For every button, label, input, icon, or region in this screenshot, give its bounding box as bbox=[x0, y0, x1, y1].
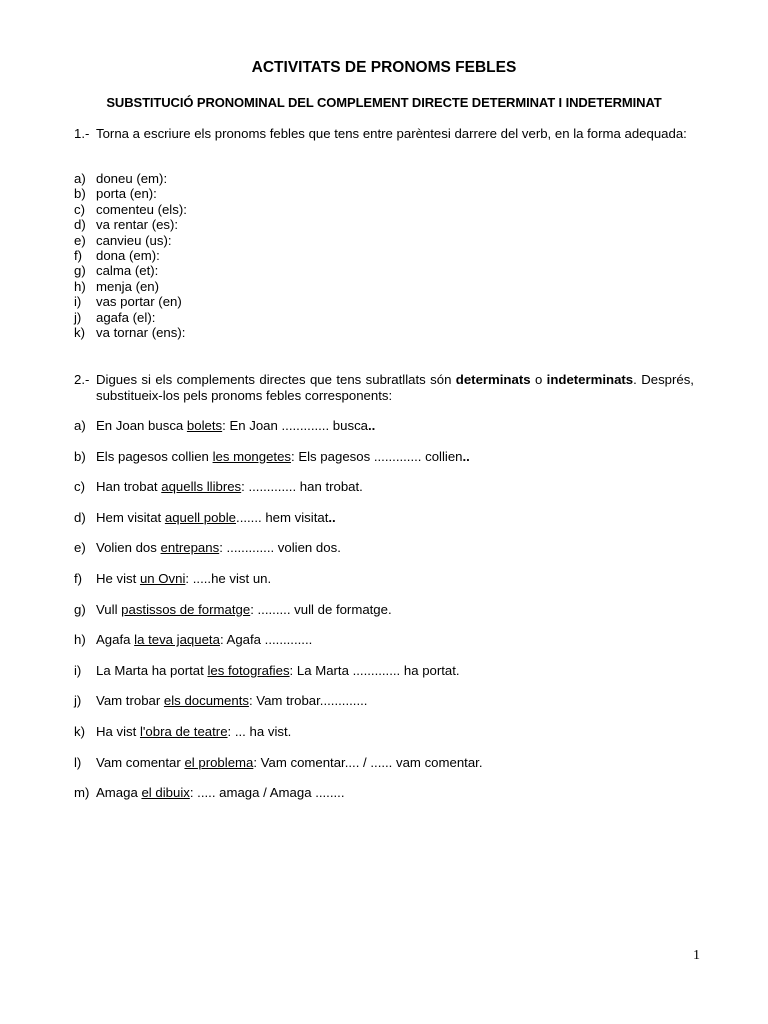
item-sentence bbox=[96, 479, 363, 510]
item-pre: Vam comentar bbox=[96, 754, 185, 770]
list-item bbox=[74, 449, 483, 480]
question-2-list bbox=[74, 418, 483, 816]
list-item bbox=[74, 325, 187, 340]
item-post: : Vam trobar............. bbox=[248, 693, 368, 709]
underlined-complement: les fotografies bbox=[207, 662, 290, 678]
item-text: va tornar (ens): bbox=[96, 324, 186, 340]
question-1 bbox=[74, 126, 694, 142]
question-1-list bbox=[74, 171, 187, 340]
item-bold-dots: .. bbox=[328, 509, 336, 525]
underlined-complement: entrepans bbox=[160, 540, 220, 556]
item-post: : ..... amaga / Amaga ........ bbox=[189, 785, 345, 801]
item-bold-dots: .. bbox=[368, 418, 376, 433]
item-sentence bbox=[96, 785, 345, 816]
question-2-text-b: o bbox=[530, 372, 547, 387]
item-label: e) bbox=[74, 540, 86, 556]
item-pre: Amaga bbox=[96, 785, 142, 801]
list-item bbox=[74, 755, 483, 786]
item-post: : ... ha vist. bbox=[227, 723, 292, 739]
item-post: : Agafa ............. bbox=[219, 632, 313, 648]
item-text: va rentar (es): bbox=[96, 217, 179, 233]
item-label: d) bbox=[74, 509, 86, 525]
item-post: ....... hem visitat bbox=[236, 509, 329, 525]
item-label: e) bbox=[74, 232, 86, 248]
list-item bbox=[74, 724, 483, 755]
item-label: f) bbox=[74, 570, 83, 586]
page-number: 1 bbox=[693, 948, 700, 963]
item-text: porta (en): bbox=[96, 186, 157, 202]
item-sentence bbox=[96, 663, 460, 694]
list-item bbox=[74, 571, 483, 602]
list-item bbox=[74, 310, 187, 325]
list-item bbox=[74, 418, 483, 449]
item-label: a) bbox=[74, 418, 86, 433]
item-pre: Els pagesos collien bbox=[96, 448, 213, 464]
list-item bbox=[74, 663, 483, 694]
underlined-complement: un Ovni bbox=[139, 570, 186, 586]
item-pre: Ha vist bbox=[96, 723, 140, 739]
item-pre: En Joan busca bbox=[96, 418, 187, 433]
item-text: vas portar (en) bbox=[96, 294, 182, 310]
underlined-complement: les mongetes bbox=[212, 448, 291, 464]
question-2-bold-indeterminats: indeterminats bbox=[546, 372, 634, 387]
item-pre: Volien dos bbox=[96, 540, 161, 556]
list-item bbox=[74, 171, 187, 186]
question-2-number: 2.- bbox=[74, 372, 90, 387]
item-post: : La Marta ............. ha portat. bbox=[289, 662, 460, 678]
item-label: c) bbox=[74, 479, 85, 495]
list-item bbox=[74, 632, 483, 663]
item-sentence bbox=[96, 755, 483, 786]
item-label: a) bbox=[74, 171, 86, 186]
list-item bbox=[74, 540, 483, 571]
item-text: dona (em): bbox=[96, 247, 160, 263]
list-item bbox=[74, 186, 187, 201]
document-title: ACTIVITATS DE PRONOMS FEBLES bbox=[251, 59, 517, 76]
item-sentence bbox=[96, 449, 470, 480]
item-label: j) bbox=[74, 693, 82, 709]
item-sentence bbox=[96, 571, 271, 602]
item-text: agafa (el): bbox=[96, 309, 156, 325]
item-text: calma (et): bbox=[96, 263, 159, 279]
item-post: : ............. han trobat. bbox=[241, 479, 363, 495]
item-label: h) bbox=[74, 278, 86, 294]
item-post: : En Joan ............. busca bbox=[222, 418, 368, 433]
item-sentence bbox=[96, 602, 392, 633]
item-sentence bbox=[96, 724, 291, 755]
underlined-complement: el dibuix bbox=[141, 785, 190, 801]
list-item bbox=[74, 263, 187, 278]
item-sentence bbox=[96, 632, 312, 663]
question-2-text bbox=[96, 372, 694, 403]
underlined-complement: pastissos de formatge bbox=[121, 601, 251, 617]
underlined-complement: aquells llibres bbox=[161, 479, 242, 495]
item-pre: He vist bbox=[96, 570, 140, 586]
item-text: doneu (em): bbox=[96, 171, 168, 186]
item-label: g) bbox=[74, 263, 86, 279]
list-item bbox=[74, 479, 483, 510]
underlined-complement: la teva jaqueta bbox=[134, 632, 220, 648]
item-label: j) bbox=[74, 309, 82, 325]
item-pre: Vull bbox=[96, 601, 122, 617]
item-text: comenteu (els): bbox=[96, 201, 187, 217]
question-1-number: 1.- bbox=[74, 126, 90, 141]
item-label: f) bbox=[74, 247, 83, 263]
item-label: k) bbox=[74, 723, 85, 739]
item-label: i) bbox=[74, 662, 82, 678]
item-pre: Hem visitat bbox=[96, 509, 165, 525]
item-sentence bbox=[96, 510, 336, 541]
item-label: k) bbox=[74, 324, 85, 340]
underlined-complement: bolets bbox=[186, 418, 223, 433]
question-2-bold-determinats: determinats bbox=[455, 372, 531, 387]
item-label: c) bbox=[74, 201, 85, 217]
item-pre: La Marta ha portat bbox=[96, 662, 208, 678]
item-bold-dots: .. bbox=[462, 448, 470, 464]
list-item bbox=[74, 217, 187, 232]
list-item bbox=[74, 785, 483, 816]
item-sentence bbox=[96, 540, 341, 571]
list-item bbox=[74, 602, 483, 633]
item-sentence bbox=[96, 418, 375, 449]
question-2-text-a: Digues si els complements directes que tens subratllats són bbox=[96, 372, 456, 387]
item-post: : Els pagesos ............. collien bbox=[291, 448, 463, 464]
question-2 bbox=[74, 372, 694, 403]
item-post: : ............. volien dos. bbox=[219, 540, 341, 556]
list-item bbox=[74, 510, 483, 541]
document-subtitle: SUBSTITUCIÓ PRONOMINAL DEL COMPLEMENT DIRECTE DETERMINAT I INDETERMINAT bbox=[106, 95, 662, 110]
item-pre: Vam trobar bbox=[96, 693, 164, 709]
item-label: h) bbox=[74, 632, 86, 648]
question-1-header bbox=[74, 126, 694, 142]
item-label: b) bbox=[74, 448, 86, 464]
item-label: l) bbox=[74, 754, 82, 770]
item-post: : .....he vist un. bbox=[185, 570, 272, 586]
item-label: g) bbox=[74, 601, 86, 617]
underlined-complement: l'obra de teatre bbox=[139, 723, 228, 739]
underlined-complement: el problema bbox=[184, 754, 254, 770]
list-item bbox=[74, 294, 187, 309]
item-pre: Agafa bbox=[96, 632, 135, 648]
list-item bbox=[74, 202, 187, 217]
item-text: menja (en) bbox=[96, 278, 160, 294]
underlined-complement: aquell poble bbox=[164, 509, 237, 525]
list-item bbox=[74, 279, 187, 294]
item-label: i) bbox=[74, 294, 82, 310]
item-label: m) bbox=[74, 785, 90, 801]
item-text: canvieu (us): bbox=[96, 232, 172, 248]
item-pre: Han trobat bbox=[96, 479, 162, 495]
list-item bbox=[74, 248, 187, 263]
item-label: b) bbox=[74, 186, 86, 202]
item-post: : ......... vull de formatge. bbox=[250, 601, 392, 617]
underlined-complement: els documents bbox=[163, 693, 249, 709]
list-item bbox=[74, 233, 187, 248]
item-sentence bbox=[96, 693, 367, 724]
question-2-header bbox=[74, 372, 694, 403]
item-label: d) bbox=[74, 217, 86, 233]
question-1-text: Torna a escriure els pronoms febles que tens entre parèntesi darrere del verb, en la forma adequada: bbox=[96, 126, 687, 141]
question-2-text-c: . Després, substitueix-los pels pronoms febles corresponents: bbox=[96, 372, 694, 403]
item-post: : Vam comentar.... / ...... vam comentar. bbox=[253, 754, 483, 770]
list-item bbox=[74, 693, 483, 724]
